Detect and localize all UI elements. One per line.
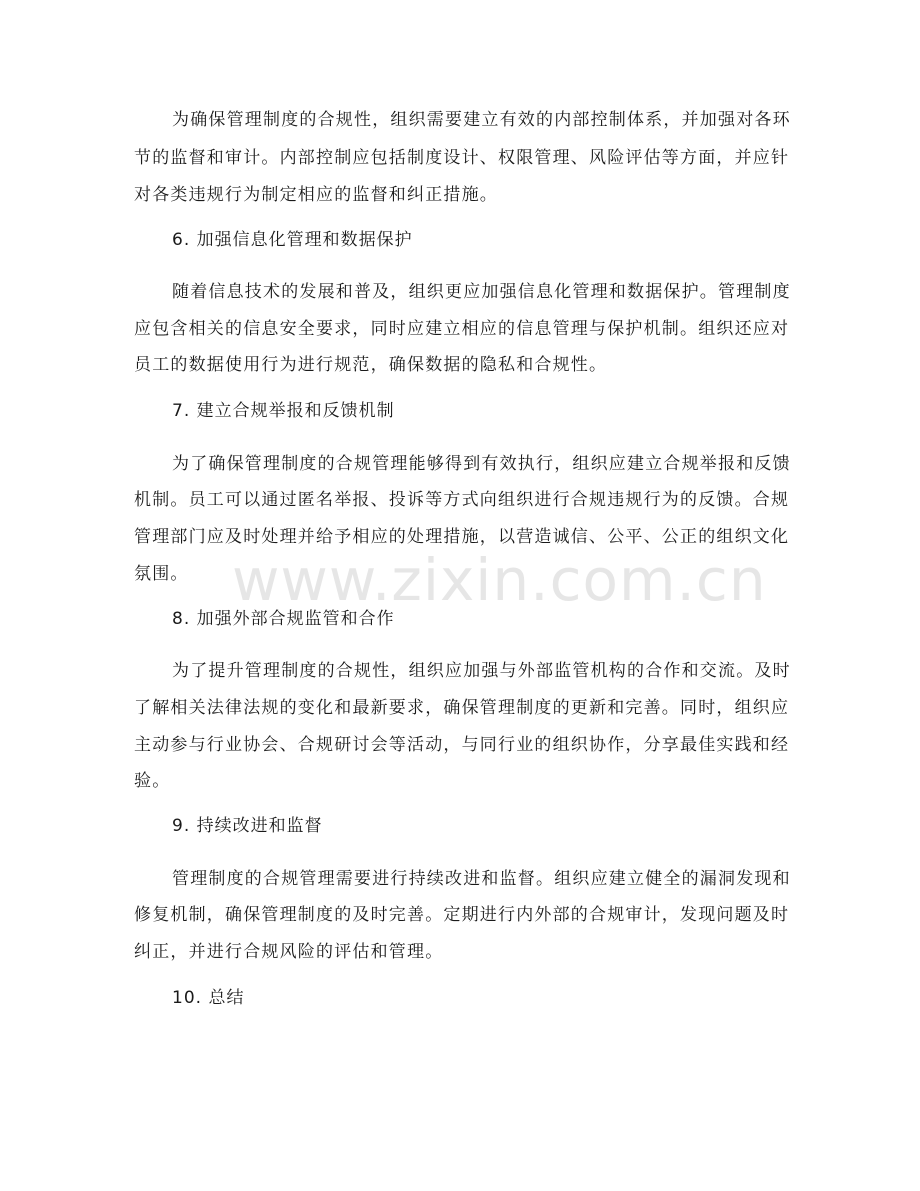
section-heading-10: 10. 总结 <box>172 988 245 1008</box>
paragraph-line: 修复机制，确保管理制度的及时完善。定期进行内外部的合规审计，发现问题及时 <box>134 905 790 925</box>
paragraph-line: 纠正，并进行合规风险的评估和管理。 <box>134 942 444 962</box>
paragraph-line: 对各类违规行为制定相应的监督和纠正措施。 <box>134 185 498 205</box>
paragraph-line: 为确保管理制度的合规性，组织需要建立有效的内部控制体系，并加强对各环 <box>172 110 791 130</box>
paragraph-line: 管理部门应及时处理并给予相应的处理措施，以营造诚信、公平、公正的组织文化 <box>134 527 790 547</box>
paragraph-line: 节的监督和审计。内部控制应包括制度设计、权限管理、风险评估等方面，并应针 <box>134 148 790 168</box>
section-heading-9: 9. 持续改进和监督 <box>172 816 323 836</box>
paragraph-line: 为了确保管理制度的合规管理能够得到有效执行，组织应建立合规举报和反馈 <box>172 454 791 474</box>
paragraph-line: 机制。员工可以通过匿名举报、投诉等方式向组织进行合规违规行为的反馈。合规 <box>134 490 790 510</box>
paragraph-line: 验。 <box>134 771 171 791</box>
paragraph-line: 管理制度的合规管理需要进行持续改进和监督。组织应建立健全的漏洞发现和 <box>172 869 791 889</box>
paragraph-line: 应包含相关的信息安全要求，同时应建立相应的信息管理与保护机制。组织还应对 <box>134 319 790 339</box>
paragraph-line: 了解相关法律法规的变化和最新要求，确保管理制度的更新和完善。同时，组织应 <box>134 698 790 718</box>
paragraph-line: 随着信息技术的发展和普及，组织更应加强信息化管理和数据保护。管理制度 <box>172 282 791 302</box>
paragraph-line: 员工的数据使用行为进行规范，确保数据的隐私和合规性。 <box>134 355 608 375</box>
paragraph-line: 为了提升管理制度的合规性，组织应加强与外部监管机构的合作和交流。及时 <box>172 661 791 681</box>
section-heading-7: 7. 建立合规举报和反馈机制 <box>172 401 395 421</box>
section-heading-6: 6. 加强信息化管理和数据保护 <box>172 230 413 250</box>
paragraph-line: 主动参与行业协会、合规研讨会等活动，与同行业的组织协作，分享最佳实践和经 <box>134 735 790 755</box>
section-heading-8: 8. 加强外部合规监管和合作 <box>172 609 395 629</box>
paragraph-line: 氛围。 <box>134 564 189 584</box>
watermark: www.zixin.com.cn <box>232 546 767 614</box>
